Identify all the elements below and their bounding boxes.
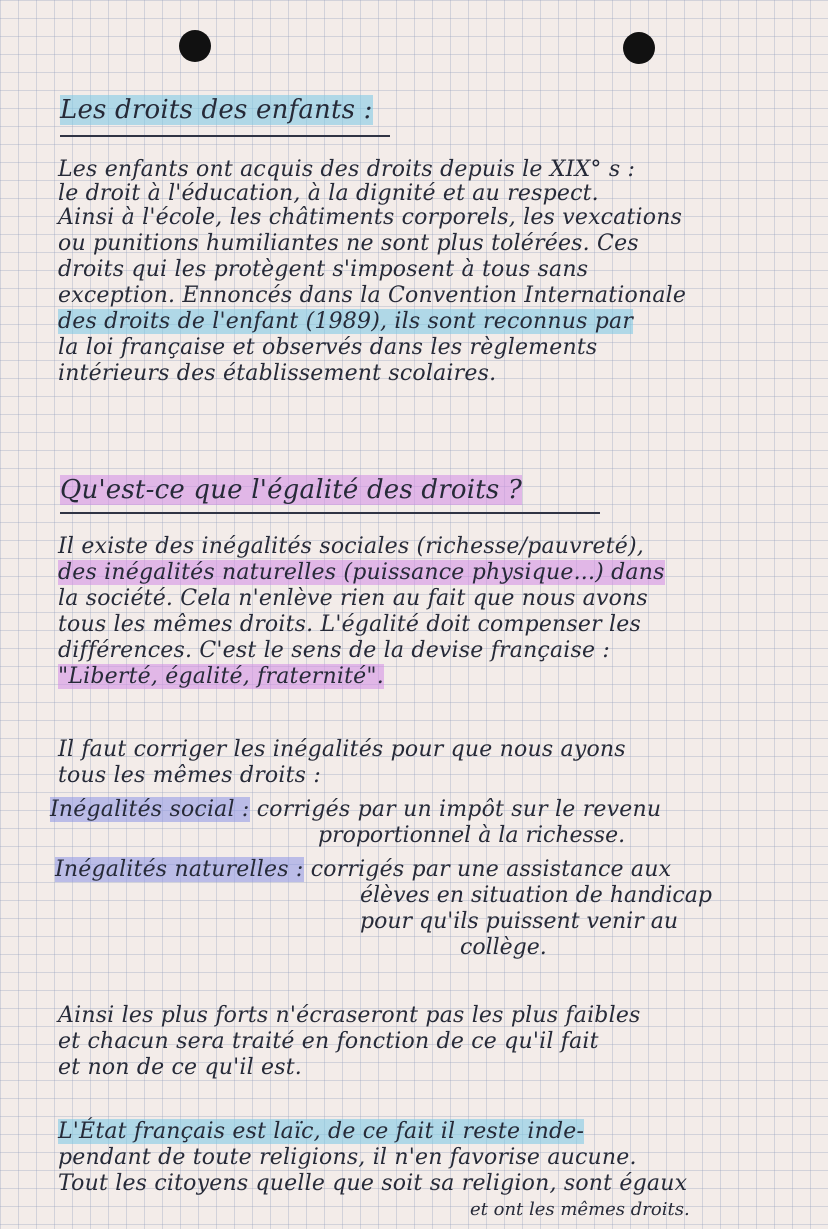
binder-hole-right [623, 32, 655, 64]
line-text: Ainsi à l'école, les châtiments corporels, les vexcations [58, 205, 683, 230]
text-line [58, 1172, 687, 1196]
text-line [58, 1030, 599, 1054]
line-text: et ont les mêmes droits. [470, 1199, 690, 1220]
title-underline [60, 512, 600, 514]
line-text-highlight: L'État français est laïc, de ce fait il reste inde- [58, 1119, 585, 1144]
text-line [360, 910, 678, 934]
text-line [360, 884, 712, 908]
text-line [58, 158, 635, 182]
section-title-equality [60, 475, 523, 505]
text-line [58, 182, 599, 206]
text-line [58, 613, 641, 637]
text-line [318, 824, 625, 848]
text-line [58, 639, 610, 663]
line-text: la société. Cela n'enlève rien au fait que nous avons [58, 586, 648, 611]
line-text: tous les mêmes droits : [58, 763, 321, 788]
line-text: proportionnel à la richesse. [318, 823, 626, 848]
text-line [58, 310, 633, 334]
line-text: Il existe des inégalités sociales (richesse/pauvreté), [58, 534, 644, 559]
line-text: exception. Ennoncés dans la Convention Internationale [58, 283, 687, 308]
line-text: intérieurs des établissement scolaires. [58, 361, 497, 386]
line-text: et non de ce qu'il est. [58, 1055, 302, 1080]
text-line [58, 336, 597, 360]
text-line [58, 1004, 641, 1028]
text-line [58, 535, 644, 559]
line-text: élèves en situation de handicap [360, 883, 712, 908]
text-line [58, 1120, 584, 1144]
line-text: Tout les citoyens quelle que soit sa religion, sont égaux [58, 1171, 688, 1196]
line-text: droits qui les protègent s'imposent à tous sans [58, 257, 589, 282]
section-title-rights [60, 95, 373, 125]
text-line [58, 764, 321, 788]
line-text: différences. C'est le sens de la devise française : [58, 638, 611, 663]
line-text: et chacun sera traité en fonction de ce qu'il fait [58, 1029, 599, 1054]
text-line [58, 206, 682, 230]
section-title-rights-text: Les droits des enfants : [60, 95, 373, 125]
natural-text: corrigés par une assistance aux [310, 857, 672, 882]
text-line [55, 858, 671, 882]
line-text: le droit à l'éducation, à la dignité et au respect. [58, 181, 599, 206]
text-line [58, 738, 626, 762]
line-text: Il faut corriger les inégalités pour que nous ayons [58, 737, 626, 762]
line-text: Ainsi les plus forts n'écraseront pas les plus faibles [58, 1003, 641, 1028]
line-text-highlight: des droits de l'enfant (1989), ils sont reconnus par [58, 309, 634, 334]
line-text: ou punitions humiliantes ne sont plus tolérées. Ces [58, 231, 639, 256]
line-text-highlight: des inégalités naturelles (puissance physique...) dans [58, 560, 665, 585]
natural-label: Inégalités naturelles : [55, 857, 304, 882]
text-line [50, 798, 661, 822]
text-line [58, 258, 588, 282]
line-text: tous les mêmes droits. L'égalité doit compenser les [58, 612, 641, 637]
text-line [58, 1056, 302, 1080]
text-line [58, 561, 665, 585]
text-line [58, 1146, 637, 1170]
binder-hole-left [179, 30, 211, 62]
text-line [460, 936, 547, 960]
social-text: corrigés par un impôt sur le revenu [256, 797, 662, 822]
line-text: pour qu'ils puissent venir au [360, 909, 679, 934]
text-line [58, 587, 648, 611]
title-underline [60, 135, 390, 137]
line-text: Les enfants ont acquis des droits depuis le XIX° s : [58, 157, 636, 182]
line-text: collège. [460, 935, 547, 960]
line-text: pendant de toute religions, il n'en favorise aucune. [58, 1145, 637, 1170]
text-line [58, 362, 496, 386]
text-line [470, 1198, 690, 1222]
section-title-equality-text: Qu'est-ce que l'égalité des droits ? [60, 475, 523, 505]
text-line [58, 665, 384, 689]
line-text-highlight: "Liberté, égalité, fraternité". [58, 664, 384, 689]
text-line [58, 284, 686, 308]
line-text: la loi française et observés dans les règlements [58, 335, 598, 360]
social-label: Inégalités social : [50, 797, 250, 822]
text-line [58, 232, 639, 256]
